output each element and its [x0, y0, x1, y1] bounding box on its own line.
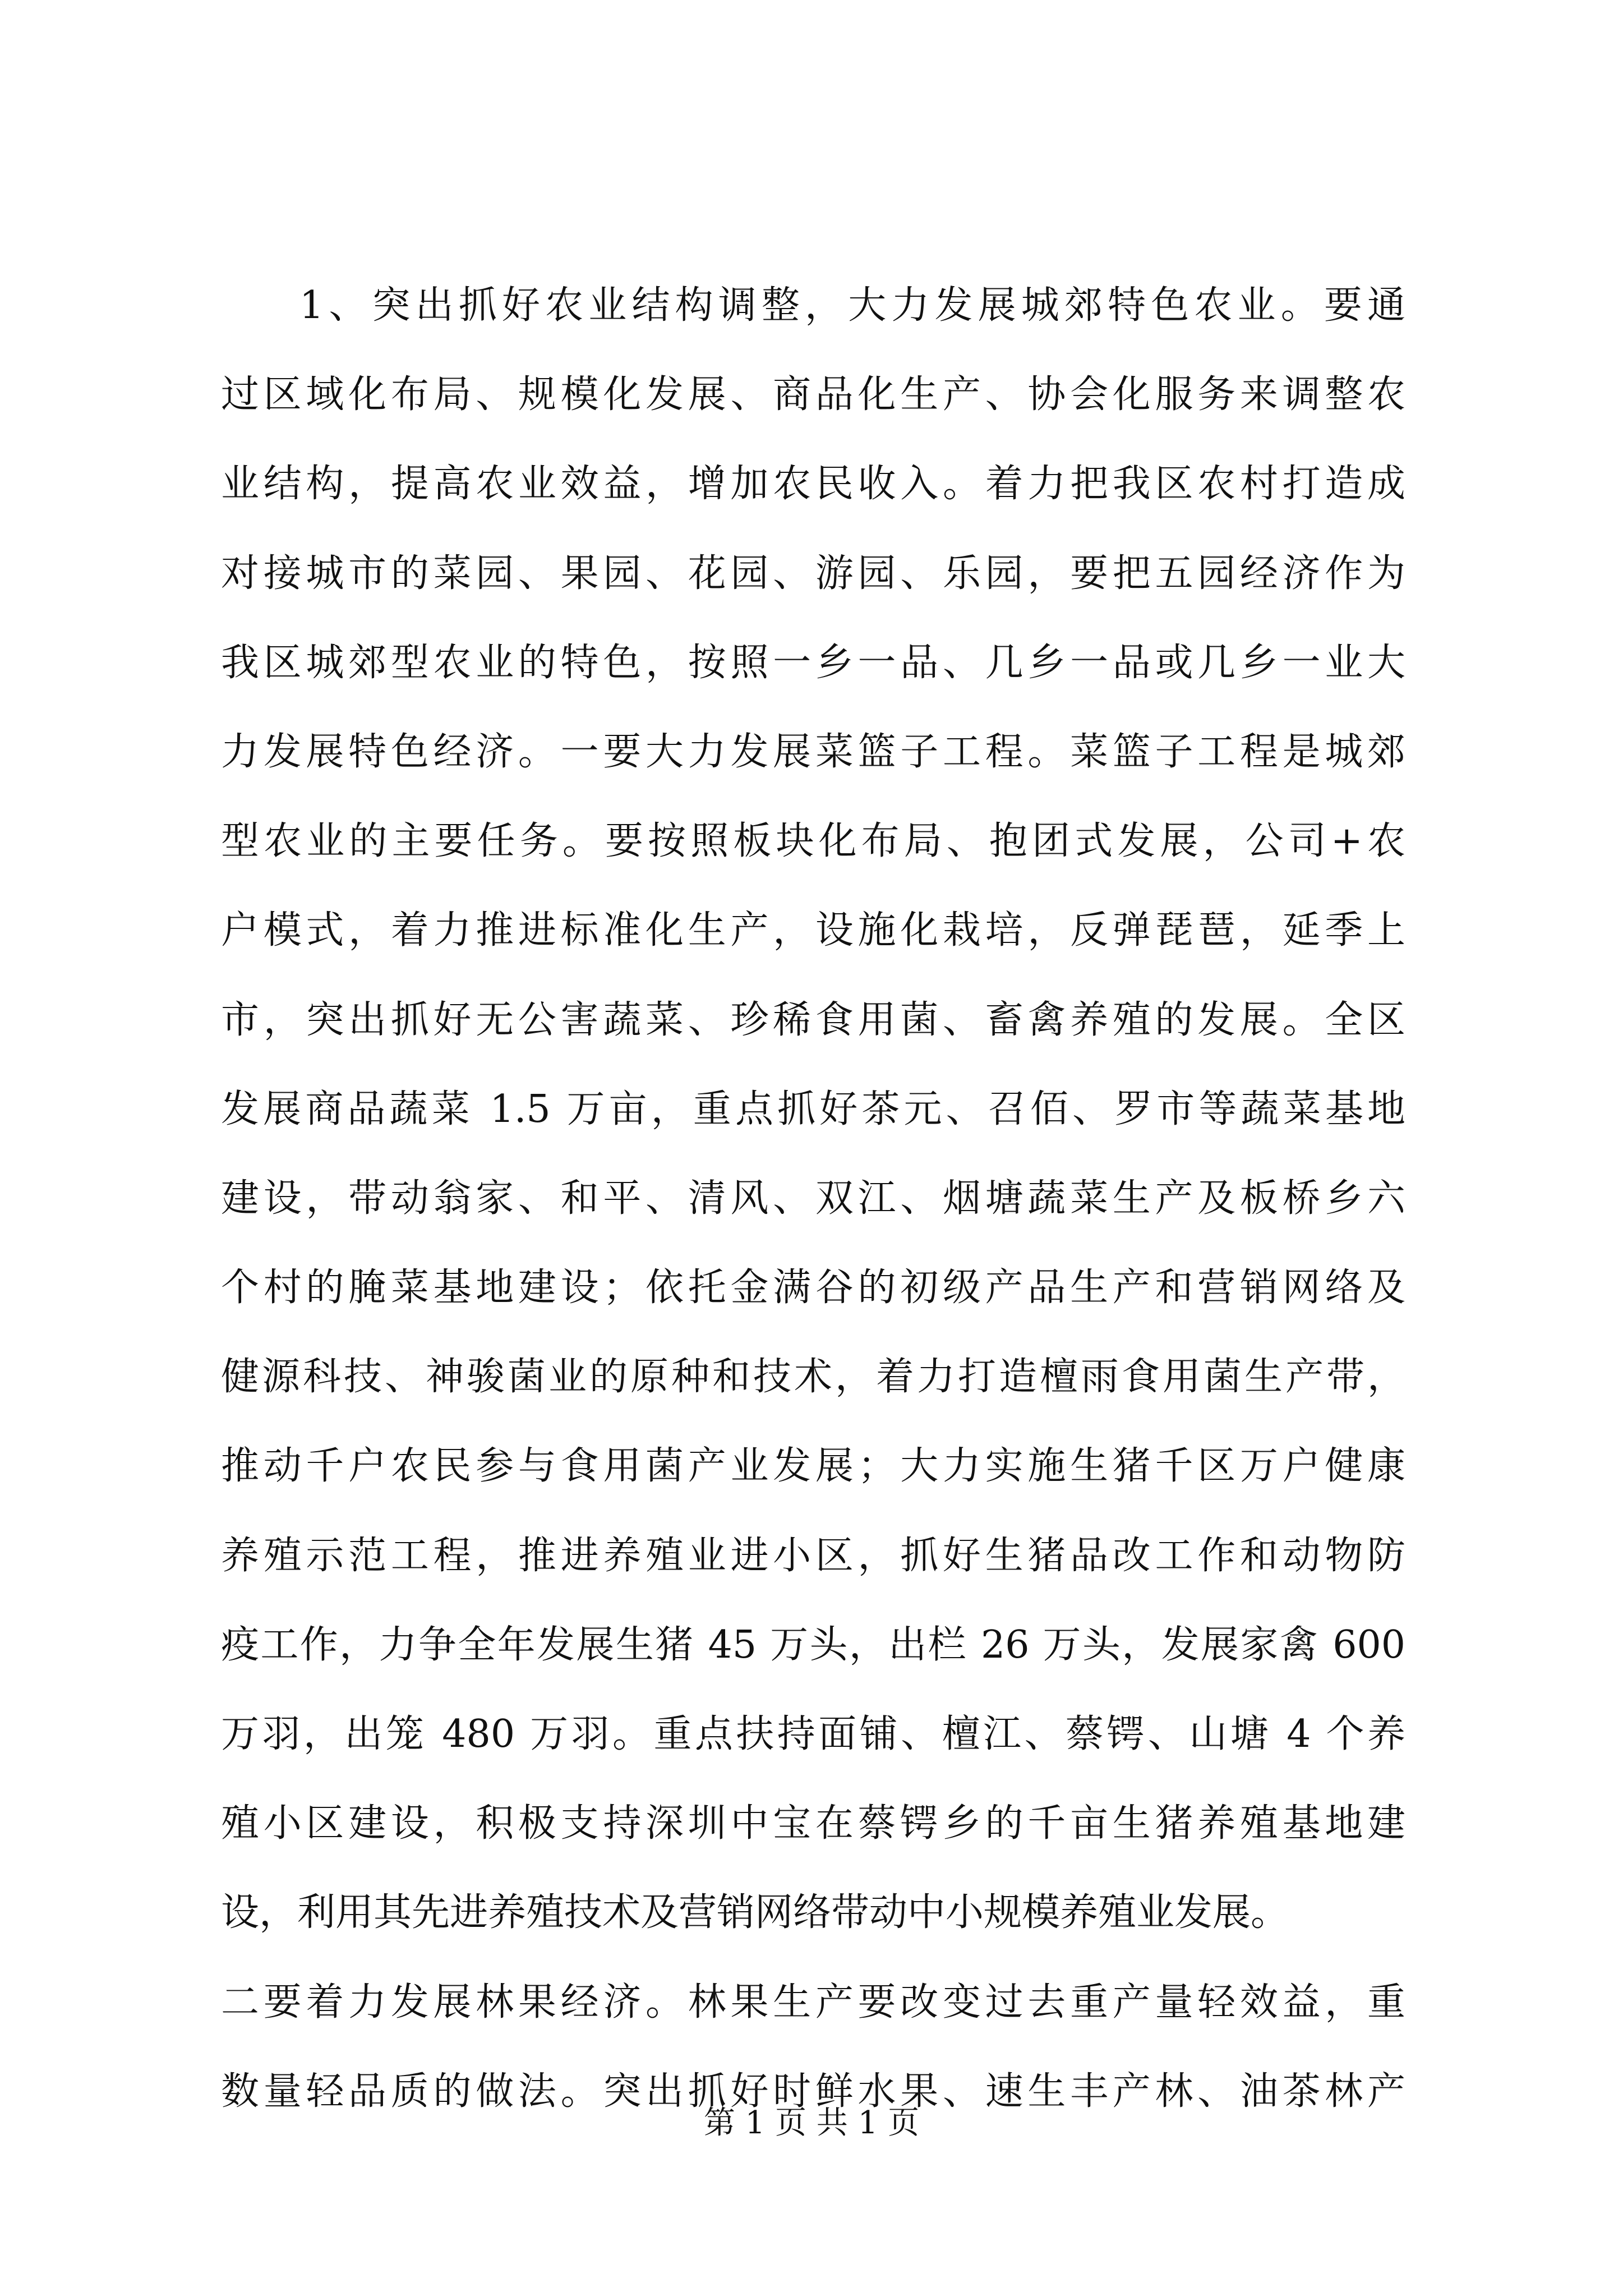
text-line: 户模式，着力推进标准化生产，设施化栽培，反弹琵琶，延季上 — [221, 908, 1405, 953]
text-line: 发展商品蔬菜 1.5 万亩，重点抓好茶元、召佰、罗市等蔬菜基地 — [221, 1087, 1405, 1131]
text-line: 建设，带动翁家、和平、清风、双江、烟塘蔬菜生产及板桥乡六 — [221, 1176, 1405, 1221]
text-line: 二要着力发展林果经济。林果生产要改变过去重产量轻效益，重 — [221, 1980, 1405, 2024]
text-line: 市，突出抓好无公害蔬菜、珍稀食用菌、畜禽养殖的发展。全区 — [221, 997, 1405, 1042]
page-number-footer: 第 1 页 共 1 页 — [703, 2105, 920, 2141]
text-line: 设，利用其先进养殖技术及营销网络带动中小规模养殖业发展。 — [221, 1890, 1289, 1935]
text-line: 万羽，出笼 480 万羽。重点扶持面铺、檀江、蔡锷、山塘 4 个养 — [221, 1712, 1405, 1756]
text-line: 对接城市的菜园、果园、花园、游园、乐园，要把五园经济作为 — [221, 551, 1405, 596]
text-line: 型农业的主要任务。要按照板块化布局、抱团式发展，公司+农 — [221, 819, 1405, 864]
text-line: 健源科技、神骏菌业的原种和技术，着力打造檀雨食用菌生产带， — [221, 1355, 1405, 1400]
text-line: 数量轻品质的做法。突出抓好时鲜水果、速生丰产林、油茶林产 — [221, 2069, 1405, 2114]
text-line: 1、突出抓好农业结构调整，大力发展城郊特色农业。要通 — [299, 283, 1405, 328]
text-line: 推动千户农民参与食用菌产业发展；大力实施生猪千区万户健康 — [221, 1444, 1405, 1489]
text-line: 业结构，提高农业效益，增加农民收入。着力把我区农村打造成 — [221, 462, 1405, 507]
body-paragraph — [221, 261, 1405, 2136]
text-line: 个村的腌菜基地建设；依托金满谷的初级产品生产和营销网络及 — [221, 1266, 1405, 1310]
text-line: 力发展特色经济。一要大力发展菜篮子工程。菜篮子工程是城郊 — [221, 729, 1405, 774]
text-line: 过区域化布局、规模化发展、商品化生产、协会化服务来调整农 — [221, 372, 1405, 417]
text-line: 疫工作，力争全年发展生猪 45 万头，出栏 26 万头，发展家禽 600 — [221, 1622, 1405, 1667]
text-line: 养殖示范工程，推进养殖业进小区，抓好生猪品改工作和动物防 — [221, 1533, 1405, 1578]
text-line: 我区城郊型农业的特色，按照一乡一品、几乡一品或几乡一业大 — [221, 640, 1405, 685]
text-line: 殖小区建设，积极支持深圳中宝在蔡锷乡的千亩生猪养殖基地建 — [221, 1801, 1405, 1846]
